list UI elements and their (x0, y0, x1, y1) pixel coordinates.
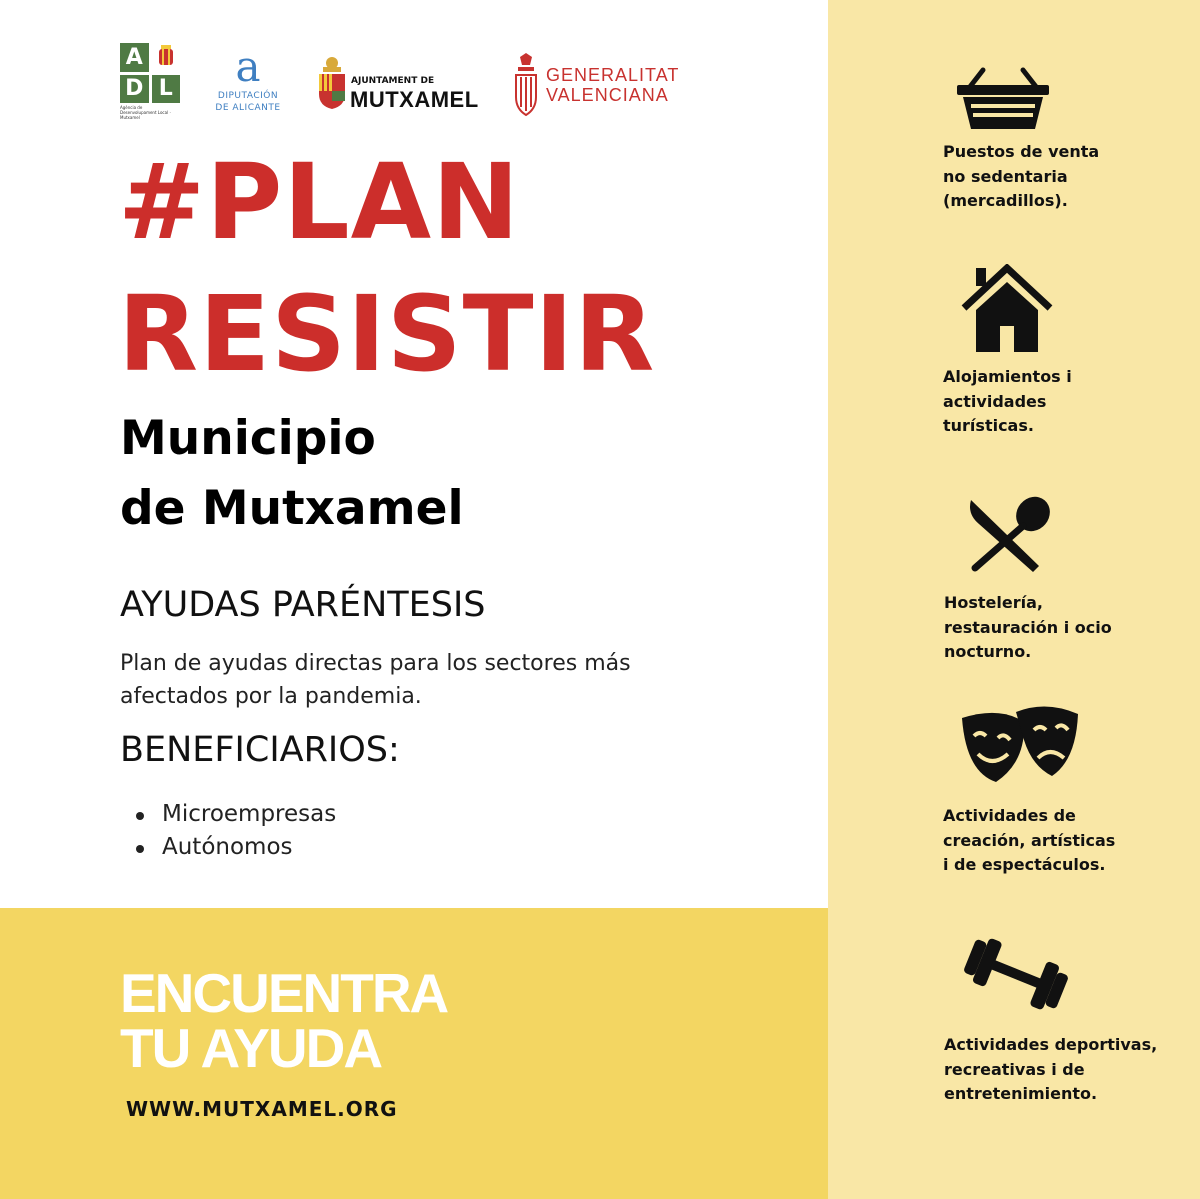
municipio-line2: de Mutxamel (120, 481, 464, 536)
adl-crest-cell (152, 43, 181, 72)
diputacion-mark: a (235, 42, 261, 91)
generalitat-line1: GENERALITAT (546, 65, 680, 85)
list-item: Microempresas (120, 798, 336, 831)
sector-label-espectaculos: Actividades de creación, artísticas i de espectáculos. (943, 806, 1116, 874)
cta-line2: TU AYUDA (120, 1017, 382, 1079)
diputacion-line2: DE ALICANTE (215, 103, 281, 113)
beneficiarios-list (120, 798, 336, 864)
adl-letter-a: A (120, 43, 149, 72)
website-link[interactable]: WWW.MUTXAMEL.ORG (126, 1097, 398, 1121)
shield-icon (317, 56, 347, 110)
sector-label-deportivas: Actividades deportivas, recreativas i de entretenimiento. (944, 1035, 1158, 1103)
diputacion-logo (212, 44, 284, 120)
sector-label-mercadillos: Puestos de venta no sedentaria (mercadillos). (943, 142, 1100, 210)
house-icon (960, 264, 1054, 354)
theater-masks-icon (960, 702, 1080, 786)
headline-resistir: RESISTIR (118, 273, 656, 395)
sector-label-alojamientos: Alojamientos i actividades turísticas. (943, 367, 1072, 435)
adl-caption: Agència de Desenvolupament Local · Mutxamel (120, 105, 171, 120)
municipio-title (120, 404, 464, 544)
ayudas-title: AYUDAS PARÉNTESIS (120, 585, 486, 625)
shopping-basket-icon (957, 66, 1049, 132)
adl-letter-d: D (120, 75, 149, 104)
generalitat-emblem-icon (512, 53, 540, 119)
adl-letter-l: L (152, 75, 181, 104)
generalitat-logo (512, 53, 680, 119)
generalitat-line2: VALENCIANA (546, 85, 669, 105)
diputacion-line1: DIPUTACIÓN (217, 91, 279, 101)
ayudas-description: Plan de ayudas directas para los sectores más afectados por la pandemia. (120, 651, 631, 709)
dumbbell-icon (960, 932, 1072, 1016)
cta-line1: ENCUENTRA (120, 962, 448, 1024)
list-item: Autónomos (120, 831, 336, 864)
ajuntament-line1: AJUNTAMENT DE (351, 76, 435, 86)
ajuntament-line2: MUTXAMEL (350, 87, 479, 112)
headline-plan: #PLAN (118, 141, 521, 263)
municipio-line1: Municipio (120, 411, 376, 466)
sector-label-hosteleria: Hostelería, restauración i ocio nocturno. (944, 593, 1112, 661)
cta-heading (120, 962, 448, 1079)
adl-logo (120, 43, 180, 119)
beneficiarios-title: BENEFICIARIOS: (120, 730, 400, 770)
knife-spoon-icon (965, 494, 1055, 574)
ajuntament-logo (317, 56, 479, 114)
crest-icon (157, 45, 175, 69)
